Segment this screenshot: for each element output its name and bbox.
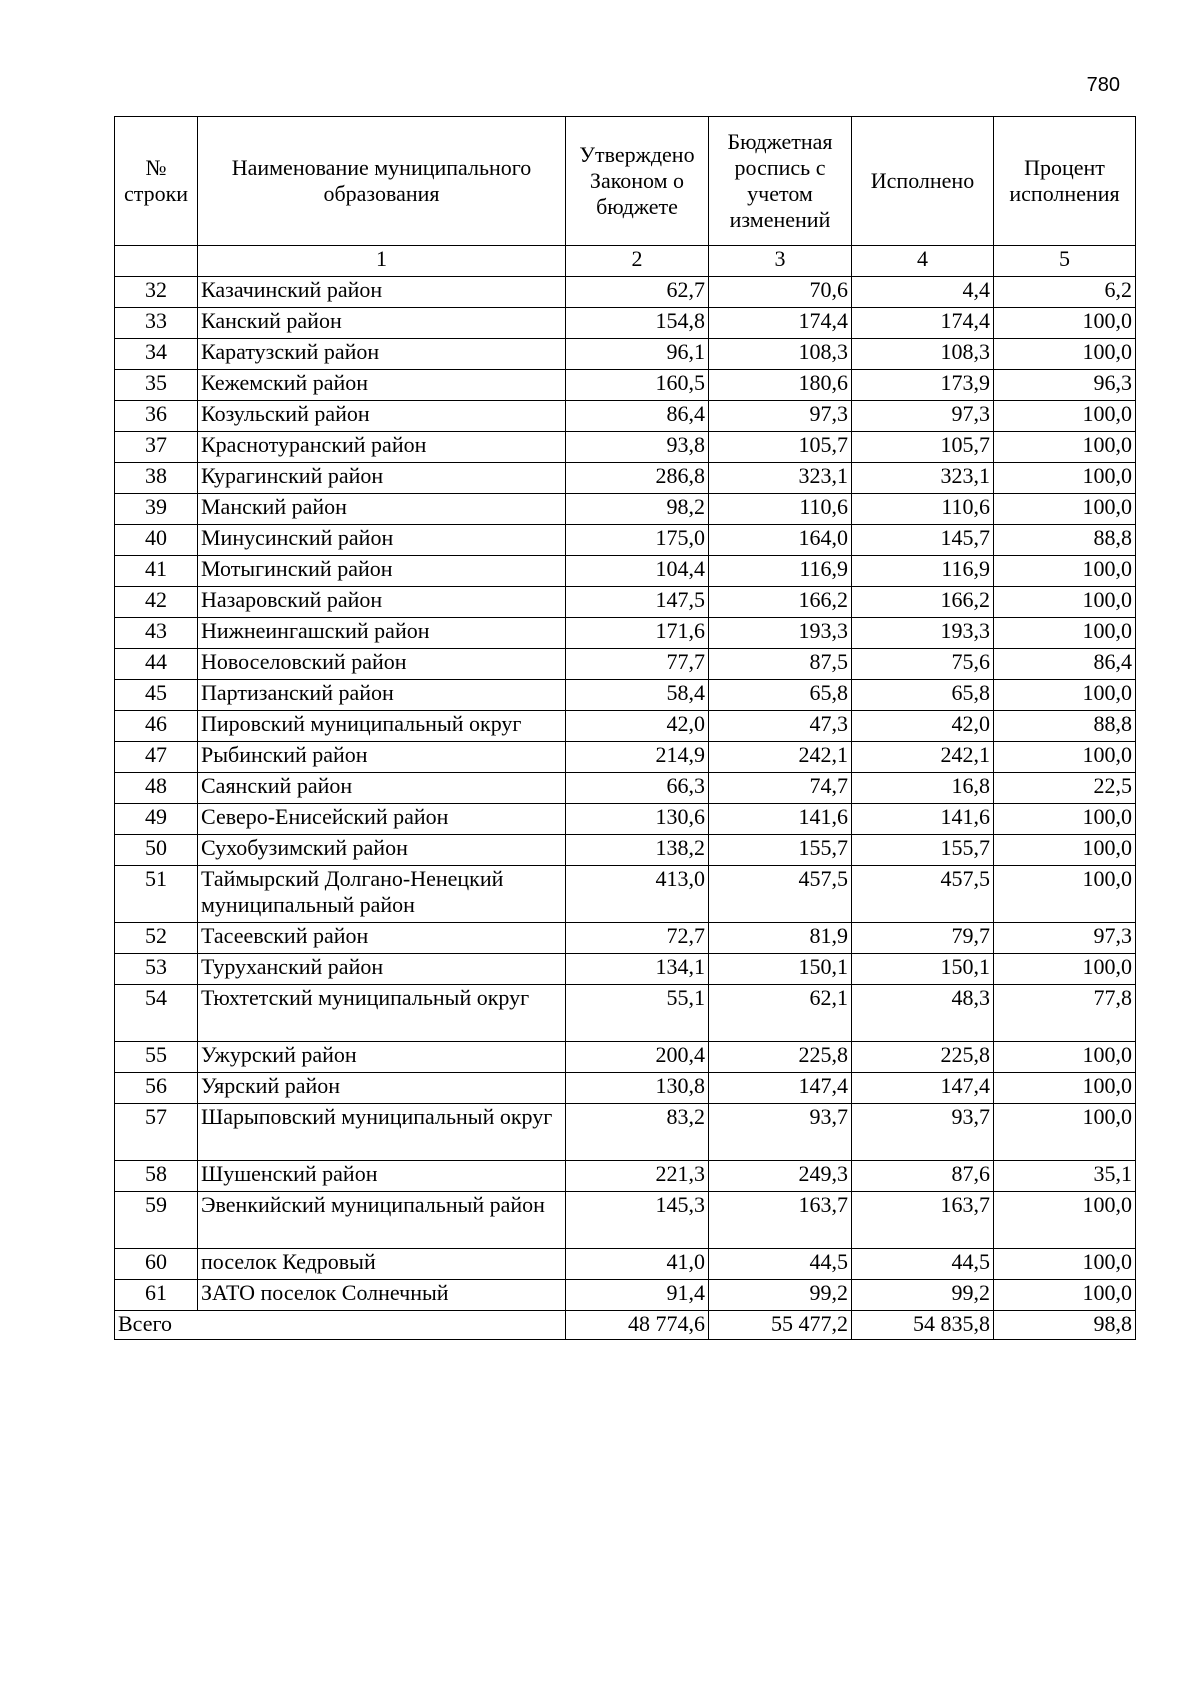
executed-value: 99,2 <box>852 1280 994 1311</box>
table-row <box>115 432 1136 463</box>
percent-value: 100,0 <box>994 1249 1136 1280</box>
municipality-name: Козульский район <box>198 401 566 432</box>
row-number: 58 <box>115 1161 198 1192</box>
budget-list-value: 110,6 <box>709 494 852 525</box>
municipality-name: поселок Кедровый <box>198 1249 566 1280</box>
row-number: 37 <box>115 432 198 463</box>
municipality-name: Пировский муниципальный округ <box>198 711 566 742</box>
percent-value: 100,0 <box>994 618 1136 649</box>
executed-value: 155,7 <box>852 835 994 866</box>
approved-value: 41,0 <box>566 1249 709 1280</box>
percent-value: 86,4 <box>994 649 1136 680</box>
approved-value: 98,2 <box>566 494 709 525</box>
approved-value: 286,8 <box>566 463 709 494</box>
percent-value: 100,0 <box>994 339 1136 370</box>
executed-value: 147,4 <box>852 1073 994 1104</box>
executed-value: 110,6 <box>852 494 994 525</box>
row-number: 45 <box>115 680 198 711</box>
row-number: 50 <box>115 835 198 866</box>
municipality-name: Нижнеингашский район <box>198 618 566 649</box>
row-number: 38 <box>115 463 198 494</box>
approved-value: 214,9 <box>566 742 709 773</box>
municipality-name: Партизанский район <box>198 680 566 711</box>
municipality-name: Сухобузимский район <box>198 835 566 866</box>
percent-value: 96,3 <box>994 370 1136 401</box>
row-number: 36 <box>115 401 198 432</box>
budget-list-value: 193,3 <box>709 618 852 649</box>
executed-value: 97,3 <box>852 401 994 432</box>
approved-value: 66,3 <box>566 773 709 804</box>
executed-value: 105,7 <box>852 432 994 463</box>
row-number: 41 <box>115 556 198 587</box>
approved-value: 147,5 <box>566 587 709 618</box>
table-row <box>115 525 1136 556</box>
percent-value: 22,5 <box>994 773 1136 804</box>
header-executed: Исполнено <box>852 117 994 246</box>
row-number: 33 <box>115 308 198 339</box>
executed-value: 4,4 <box>852 277 994 308</box>
municipality-name: Эвенкийский муниципальный район <box>198 1192 566 1249</box>
row-number: 51 <box>115 866 198 923</box>
executed-value: 108,3 <box>852 339 994 370</box>
budget-list-value: 70,6 <box>709 277 852 308</box>
row-number: 43 <box>115 618 198 649</box>
municipality-name: Новоселовский район <box>198 649 566 680</box>
budget-list-value: 81,9 <box>709 923 852 954</box>
executed-value: 16,8 <box>852 773 994 804</box>
approved-value: 86,4 <box>566 401 709 432</box>
table-row <box>115 370 1136 401</box>
approved-value: 221,3 <box>566 1161 709 1192</box>
percent-value: 100,0 <box>994 308 1136 339</box>
table-row <box>115 401 1136 432</box>
percent-value: 88,8 <box>994 711 1136 742</box>
municipality-name: Канский район <box>198 308 566 339</box>
approved-value: 58,4 <box>566 680 709 711</box>
municipality-name: Курагинский район <box>198 463 566 494</box>
executed-value: 44,5 <box>852 1249 994 1280</box>
row-number: 59 <box>115 1192 198 1249</box>
row-number: 48 <box>115 773 198 804</box>
table-row <box>115 1104 1136 1161</box>
executed-value: 75,6 <box>852 649 994 680</box>
executed-value: 93,7 <box>852 1104 994 1161</box>
total-row <box>115 1311 1136 1340</box>
total-approved: 48 774,6 <box>566 1311 709 1340</box>
table-row <box>115 742 1136 773</box>
table-row <box>115 773 1136 804</box>
percent-value: 100,0 <box>994 1042 1136 1073</box>
percent-value: 100,0 <box>994 1104 1136 1161</box>
percent-value: 100,0 <box>994 463 1136 494</box>
column-numbers-row <box>115 246 1136 277</box>
budget-list-value: 150,1 <box>709 954 852 985</box>
table-row <box>115 1161 1136 1192</box>
row-number: 47 <box>115 742 198 773</box>
header-row <box>115 117 1136 246</box>
approved-value: 55,1 <box>566 985 709 1042</box>
municipality-name: Краснотуранский район <box>198 432 566 463</box>
budget-list-value: 74,7 <box>709 773 852 804</box>
municipality-name: Туруханский район <box>198 954 566 985</box>
column-number-2: 2 <box>566 246 709 277</box>
approved-value: 160,5 <box>566 370 709 401</box>
table-row <box>115 463 1136 494</box>
header-row-no: № строки <box>115 117 198 246</box>
executed-value: 150,1 <box>852 954 994 985</box>
budget-list-value: 44,5 <box>709 1249 852 1280</box>
column-number-3: 3 <box>709 246 852 277</box>
table-row <box>115 1042 1136 1073</box>
budget-list-value: 87,5 <box>709 649 852 680</box>
table-row <box>115 985 1136 1042</box>
table-row <box>115 680 1136 711</box>
budget-list-value: 155,7 <box>709 835 852 866</box>
executed-value: 225,8 <box>852 1042 994 1073</box>
municipality-name: Тасеевский район <box>198 923 566 954</box>
table-row <box>115 923 1136 954</box>
table-footer <box>115 1311 1136 1340</box>
executed-value: 242,1 <box>852 742 994 773</box>
table-row <box>115 1280 1136 1311</box>
table-row <box>115 711 1136 742</box>
budget-list-value: 242,1 <box>709 742 852 773</box>
executed-value: 79,7 <box>852 923 994 954</box>
approved-value: 72,7 <box>566 923 709 954</box>
table-row <box>115 618 1136 649</box>
header-percent: Процент исполнения <box>994 117 1136 246</box>
percent-value: 100,0 <box>994 1073 1136 1104</box>
table-row <box>115 277 1136 308</box>
percent-value: 100,0 <box>994 432 1136 463</box>
executed-value: 42,0 <box>852 711 994 742</box>
table-row <box>115 835 1136 866</box>
municipality-name: Назаровский район <box>198 587 566 618</box>
approved-value: 138,2 <box>566 835 709 866</box>
row-number: 40 <box>115 525 198 556</box>
row-number: 35 <box>115 370 198 401</box>
approved-value: 104,4 <box>566 556 709 587</box>
column-number-5: 5 <box>994 246 1136 277</box>
table-row <box>115 1192 1136 1249</box>
budget-list-value: 97,3 <box>709 401 852 432</box>
approved-value: 145,3 <box>566 1192 709 1249</box>
column-number-1: 1 <box>198 246 566 277</box>
table-row <box>115 556 1136 587</box>
approved-value: 62,7 <box>566 277 709 308</box>
percent-value: 100,0 <box>994 1280 1136 1311</box>
percent-value: 88,8 <box>994 525 1136 556</box>
header-name: Наименование муниципального образования <box>198 117 566 246</box>
table-row <box>115 649 1136 680</box>
table-row <box>115 308 1136 339</box>
executed-value: 116,9 <box>852 556 994 587</box>
column-number-empty <box>115 246 198 277</box>
budget-list-value: 164,0 <box>709 525 852 556</box>
municipality-name: Шушенский район <box>198 1161 566 1192</box>
percent-value: 100,0 <box>994 835 1136 866</box>
budget-list-value: 105,7 <box>709 432 852 463</box>
row-number: 39 <box>115 494 198 525</box>
municipality-name: Рыбинский район <box>198 742 566 773</box>
row-number: 56 <box>115 1073 198 1104</box>
municipality-name: ЗАТО поселок Солнечный <box>198 1280 566 1311</box>
percent-value: 97,3 <box>994 923 1136 954</box>
table-row <box>115 954 1136 985</box>
approved-value: 77,7 <box>566 649 709 680</box>
row-number: 44 <box>115 649 198 680</box>
row-number: 46 <box>115 711 198 742</box>
approved-value: 171,6 <box>566 618 709 649</box>
executed-value: 48,3 <box>852 985 994 1042</box>
executed-value: 87,6 <box>852 1161 994 1192</box>
row-number: 32 <box>115 277 198 308</box>
table-row <box>115 587 1136 618</box>
column-number-4: 4 <box>852 246 994 277</box>
percent-value: 100,0 <box>994 556 1136 587</box>
row-number: 54 <box>115 985 198 1042</box>
approved-value: 134,1 <box>566 954 709 985</box>
budget-list-value: 323,1 <box>709 463 852 494</box>
municipality-name: Уярский район <box>198 1073 566 1104</box>
municipality-name: Манский район <box>198 494 566 525</box>
budget-list-value: 225,8 <box>709 1042 852 1073</box>
executed-value: 145,7 <box>852 525 994 556</box>
municipality-name: Минусинский район <box>198 525 566 556</box>
municipality-name: Тюхтетский муниципальный округ <box>198 985 566 1042</box>
approved-value: 91,4 <box>566 1280 709 1311</box>
municipality-name: Мотыгинский район <box>198 556 566 587</box>
row-number: 60 <box>115 1249 198 1280</box>
table-row <box>115 1249 1136 1280</box>
budget-list-value: 116,9 <box>709 556 852 587</box>
budget-list-value: 457,5 <box>709 866 852 923</box>
executed-value: 166,2 <box>852 587 994 618</box>
approved-value: 413,0 <box>566 866 709 923</box>
row-number: 61 <box>115 1280 198 1311</box>
percent-value: 100,0 <box>994 954 1136 985</box>
row-number: 49 <box>115 804 198 835</box>
municipality-name: Таймырский Долгано-Ненецкий муниципальный район <box>198 866 566 923</box>
header-budget-list: Бюджетная роспись с учетом изменений <box>709 117 852 246</box>
municipality-name: Кежемский район <box>198 370 566 401</box>
approved-value: 175,0 <box>566 525 709 556</box>
row-number: 57 <box>115 1104 198 1161</box>
executed-value: 193,3 <box>852 618 994 649</box>
approved-value: 130,8 <box>566 1073 709 1104</box>
municipality-name: Ужурский район <box>198 1042 566 1073</box>
row-number: 52 <box>115 923 198 954</box>
percent-value: 6,2 <box>994 277 1136 308</box>
budget-list-value: 166,2 <box>709 587 852 618</box>
table-row <box>115 339 1136 370</box>
total-executed: 54 835,8 <box>852 1311 994 1340</box>
header-approved: Утверждено Законом о бюджете <box>566 117 709 246</box>
executed-value: 163,7 <box>852 1192 994 1249</box>
table-row <box>115 494 1136 525</box>
approved-value: 93,8 <box>566 432 709 463</box>
budget-table <box>114 116 1136 1340</box>
page-number: 780 <box>1086 74 1120 96</box>
row-number: 34 <box>115 339 198 370</box>
executed-value: 173,9 <box>852 370 994 401</box>
percent-value: 100,0 <box>994 587 1136 618</box>
approved-value: 83,2 <box>566 1104 709 1161</box>
percent-value: 100,0 <box>994 742 1136 773</box>
row-number: 53 <box>115 954 198 985</box>
table-row <box>115 1073 1136 1104</box>
budget-list-value: 174,4 <box>709 308 852 339</box>
row-number: 42 <box>115 587 198 618</box>
executed-value: 65,8 <box>852 680 994 711</box>
percent-value: 100,0 <box>994 401 1136 432</box>
approved-value: 130,6 <box>566 804 709 835</box>
executed-value: 141,6 <box>852 804 994 835</box>
budget-list-value: 147,4 <box>709 1073 852 1104</box>
budget-list-value: 99,2 <box>709 1280 852 1311</box>
percent-value: 100,0 <box>994 1192 1136 1249</box>
approved-value: 200,4 <box>566 1042 709 1073</box>
executed-value: 323,1 <box>852 463 994 494</box>
municipality-name: Каратузский район <box>198 339 566 370</box>
budget-list-value: 249,3 <box>709 1161 852 1192</box>
budget-list-value: 65,8 <box>709 680 852 711</box>
table-body <box>115 277 1136 1311</box>
municipality-name: Шарыповский муниципальный округ <box>198 1104 566 1161</box>
budget-list-value: 141,6 <box>709 804 852 835</box>
municipality-name: Казачинский район <box>198 277 566 308</box>
total-label: Всего <box>115 1311 566 1340</box>
municipality-name: Северо-Енисейский район <box>198 804 566 835</box>
table-header <box>115 117 1136 277</box>
percent-value: 100,0 <box>994 680 1136 711</box>
percent-value: 100,0 <box>994 804 1136 835</box>
budget-list-value: 93,7 <box>709 1104 852 1161</box>
executed-value: 174,4 <box>852 308 994 339</box>
budget-list-value: 47,3 <box>709 711 852 742</box>
percent-value: 100,0 <box>994 866 1136 923</box>
percent-value: 100,0 <box>994 494 1136 525</box>
budget-list-value: 108,3 <box>709 339 852 370</box>
approved-value: 154,8 <box>566 308 709 339</box>
percent-value: 35,1 <box>994 1161 1136 1192</box>
municipality-name: Саянский район <box>198 773 566 804</box>
total-percent: 98,8 <box>994 1311 1136 1340</box>
percent-value: 77,8 <box>994 985 1136 1042</box>
approved-value: 42,0 <box>566 711 709 742</box>
total-budget-list: 55 477,2 <box>709 1311 852 1340</box>
table-row <box>115 866 1136 923</box>
approved-value: 96,1 <box>566 339 709 370</box>
table-row <box>115 804 1136 835</box>
budget-list-value: 62,1 <box>709 985 852 1042</box>
budget-list-value: 180,6 <box>709 370 852 401</box>
row-number: 55 <box>115 1042 198 1073</box>
executed-value: 457,5 <box>852 866 994 923</box>
budget-list-value: 163,7 <box>709 1192 852 1249</box>
